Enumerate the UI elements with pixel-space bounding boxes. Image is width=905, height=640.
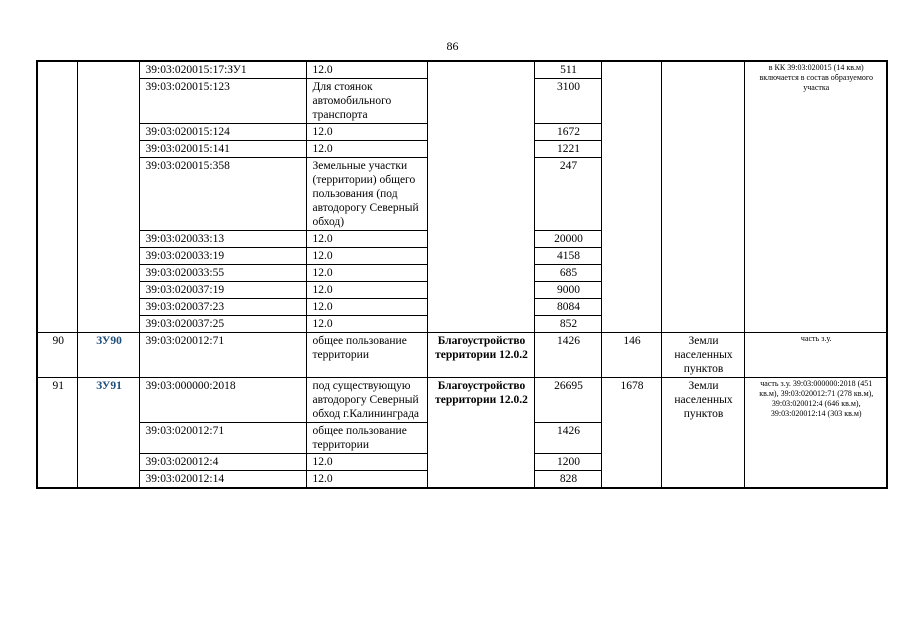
cadastral-number: 39:03:020012:4	[139, 454, 306, 471]
zu-code: ЗУ91	[77, 378, 139, 489]
permitted-use: 12.0	[306, 299, 427, 316]
page-number: 86	[446, 39, 459, 53]
plot-area: 20000	[534, 231, 601, 248]
plot-area: 247	[534, 158, 601, 231]
permitted-use: 12.0	[306, 471, 427, 489]
plot-area: 1221	[534, 141, 601, 158]
cadastral-number: 39:03:020033:19	[139, 248, 306, 265]
plot-area: 26695	[534, 378, 601, 423]
vri-code: Благоустройство территории 12.0.2	[427, 378, 534, 489]
permitted-use: Для стоянок автомобильного транспорта	[306, 79, 427, 124]
cadastral-number: 39:03:020037:19	[139, 282, 306, 299]
table-row-zu90	[37, 333, 887, 378]
plot-area: 685	[534, 265, 601, 282]
permitted-use: под существующую автодорогу Северный обход г.Калининграда	[306, 378, 427, 423]
vri-code: Благоустройство территории 12.0.2	[427, 333, 534, 378]
table-row	[37, 61, 887, 79]
plot-area: 4158	[534, 248, 601, 265]
plot-area: 3100	[534, 79, 601, 124]
permitted-use: 12.0	[306, 231, 427, 248]
permitted-use: Земельные участки (территории) общего пользования (под автодорогу Северный обход)	[306, 158, 427, 231]
plot-area: 511	[534, 61, 601, 79]
cadastral-number: 39:03:020015:124	[139, 124, 306, 141]
cadastral-number: 39:03:020012:71	[139, 333, 306, 378]
plot-area: 9000	[534, 282, 601, 299]
cadastral-number: 39:03:020033:55	[139, 265, 306, 282]
cadastral-number: 39:03:020033:13	[139, 231, 306, 248]
plot-area: 1426	[534, 333, 601, 378]
cadastral-number: 39:03:020037:25	[139, 316, 306, 333]
permitted-use: общее пользование территории	[306, 333, 427, 378]
row-number: 91	[37, 378, 77, 489]
permitted-use: 12.0	[306, 282, 427, 299]
land-plots-table	[36, 60, 888, 489]
cadastral-number: 39:03:020015:141	[139, 141, 306, 158]
note-cell: часть з.у. 39:03:000000:2018 (451 кв.м), 39:03:020012:71 (278 кв.м), 39:03:020012:4 (646 кв.м), 39:03:020012:14 (303 кв.м)	[744, 378, 887, 489]
land-category: Земли населенных пунктов	[661, 333, 744, 378]
permitted-use: 12.0	[306, 124, 427, 141]
new-plot-area: 1678	[601, 378, 661, 489]
permitted-use: 12.0	[306, 265, 427, 282]
note-cell: в КК 39:03:020015 (14 кв.м) включается в состав образуемого участка	[744, 61, 887, 333]
plot-area: 1672	[534, 124, 601, 141]
table-cell-new-area	[601, 61, 661, 333]
plot-area: 8084	[534, 299, 601, 316]
permitted-use: 12.0	[306, 248, 427, 265]
cadastral-number: 39:03:020015:123	[139, 79, 306, 124]
note-cell: часть з.у.	[744, 333, 887, 378]
cadastral-number: 39:03:020015:358	[139, 158, 306, 231]
permitted-use: 12.0	[306, 316, 427, 333]
permitted-use: 12.0	[306, 141, 427, 158]
cadastral-number: 39:03:000000:2018	[139, 378, 306, 423]
zu-code: ЗУ90	[77, 333, 139, 378]
table-cell-zu	[77, 61, 139, 333]
permitted-use: 12.0	[306, 454, 427, 471]
plot-area: 1200	[534, 454, 601, 471]
permitted-use: общее пользование территории	[306, 423, 427, 454]
table-cell-vri	[427, 61, 534, 333]
table-cell-category	[661, 61, 744, 333]
plot-area: 852	[534, 316, 601, 333]
plot-area: 1426	[534, 423, 601, 454]
row-number: 90	[37, 333, 77, 378]
table-row-zu91	[37, 378, 887, 423]
permitted-use: 12.0	[306, 61, 427, 79]
table-cell-num	[37, 61, 77, 333]
cadastral-number: 39:03:020012:71	[139, 423, 306, 454]
cadastral-number: 39:03:020037:23	[139, 299, 306, 316]
cadastral-number: 39:03:020012:14	[139, 471, 306, 489]
land-category: Земли населенных пунктов	[661, 378, 744, 489]
cadastral-number: 39:03:020015:17:ЗУ1	[139, 61, 306, 79]
new-plot-area: 146	[601, 333, 661, 378]
plot-area: 828	[534, 471, 601, 489]
